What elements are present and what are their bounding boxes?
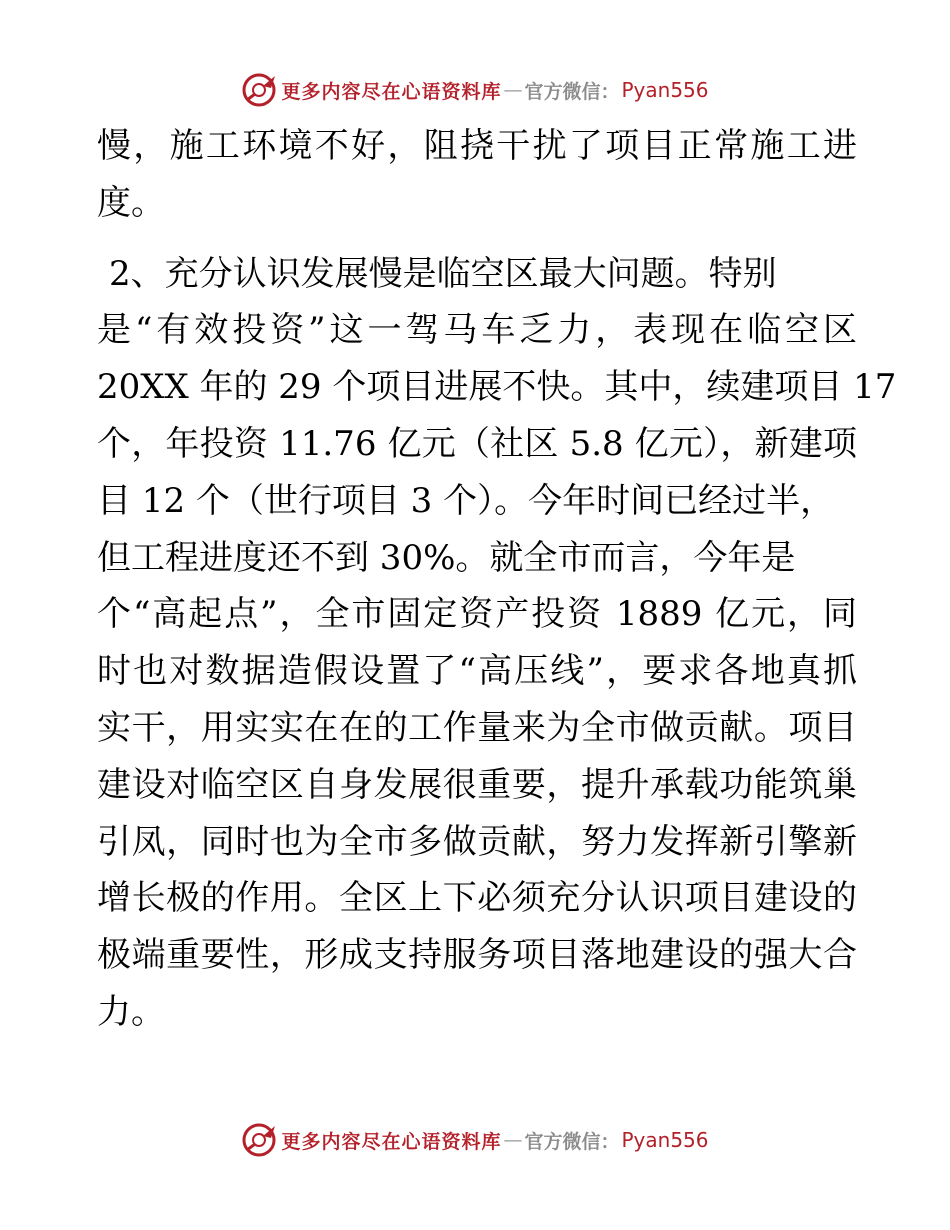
text-line-16: 力。	[97, 991, 165, 1032]
text-line-11: 实干，用实实在在的工作量来为全市做贡献。项目	[97, 707, 857, 748]
text-line-8: 但工程进度还不到 30%。就全市而言，今年是	[97, 537, 796, 578]
footer-banner	[0, 1120, 950, 1160]
header-wechat-label: 官方微信：	[524, 80, 620, 103]
header-wechat-id: Pyan556	[621, 78, 709, 102]
text-line-5: 20XX 年的 29 个项目进展不快。其中，续建项目 17	[97, 367, 897, 408]
text-line-14: 增长极的作用。全区上下必须充分认识项目建设的	[97, 878, 857, 919]
header-separator: —	[503, 79, 523, 101]
header-title: 更多内容尽在心语资料库	[281, 80, 502, 103]
text-line-9: 个“高起点”，全市固定资产投资 1889 亿元，同	[97, 594, 857, 635]
footer-wechat-label: 官方微信：	[524, 1130, 620, 1153]
text-line-1: 慢，施工环境不好，阻挠干扰了项目正常施工进	[97, 126, 857, 166]
pen-logo-icon	[241, 72, 277, 108]
header-banner	[0, 70, 950, 110]
text-line-12: 建设对临空区自身发展很重要，提升承载功能筑巢	[97, 764, 857, 805]
text-line-4: 是“有效投资”这一驾马车乏力，表现在临空区	[97, 310, 857, 351]
document-body	[97, 118, 897, 1041]
text-line-3: 2、充分认识发展慢是临空区最大问题。特别	[109, 253, 777, 294]
footer-title: 更多内容尽在心语资料库	[281, 1130, 502, 1153]
text-line-6: 个，年投资 11.76 亿元（社区 5.8 亿元），新建项	[97, 423, 857, 464]
text-line-10: 时也对数据造假设置了“高压线”，要求各地真抓	[97, 651, 857, 692]
footer-separator: —	[503, 1129, 523, 1151]
text-line-2: 度。	[97, 182, 165, 223]
text-line-13: 引凤，同时也为全市多做贡献，努力发挥新引擎新	[97, 821, 857, 862]
footer-wechat-id: Pyan556	[621, 1128, 709, 1152]
text-line-15: 极端重要性，形成支持服务项目落地建设的强大合	[97, 935, 857, 976]
pen-logo-icon	[241, 1122, 277, 1158]
text-line-7: 目 12 个（世行项目 3 个）。今年时间已经过半，	[97, 480, 835, 521]
